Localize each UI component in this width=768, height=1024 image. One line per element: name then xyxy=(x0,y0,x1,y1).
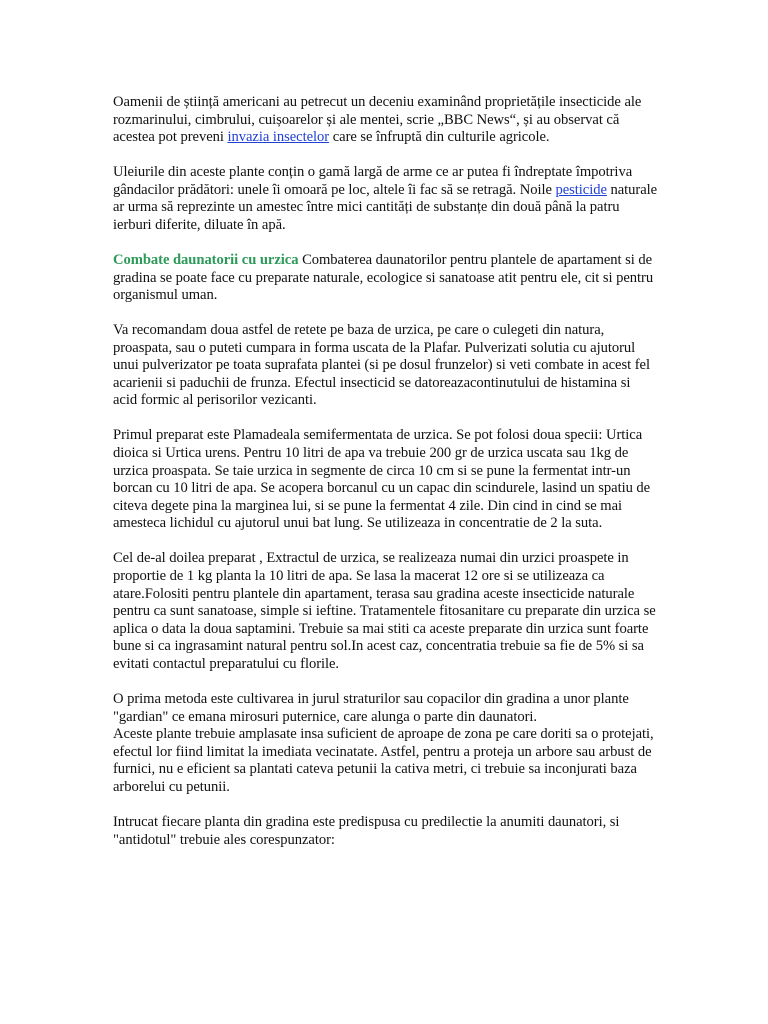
paragraph-oils xyxy=(113,164,658,234)
paragraph-recipes: Va recomandam doua astfel de retete pe baza de urzica, pe care o culegeti din natura, proaspata, sau o puteti cumpara in forma uscata de la Plafar. Pulverizati solutia cu ajutorul unui pulverizator pe toata suprafata plantei (si pe dosul frunzelor) si veti combate in acest fel acarienii si paduchii de frunza. Efectul insecticid se datoreazacontinutului de histamina si acid formic al perisorilor vezicanti. xyxy=(113,322,650,409)
paragraph-oils-text-end: naturale ar urma să reprezinte un amestec între mici cantități de substanțe din două până la patru ierburi diferite, diluate în apă. xyxy=(113,181,658,233)
paragraph-oils-text: Uleiurile din aceste plante conțin o gamă largă de arme ce ar putea fi îndreptate împotriva gândacilor prădători: unele îi omoară pe loc, altele îi fac să se retragă. Noile xyxy=(113,164,633,198)
section-heading: Combate daunatorii cu urzica xyxy=(113,251,299,268)
guardian-plants-text: O prima metoda este cultivarea in jurul straturilor sau copacilor din gradina a unor plante "gardian" ce emana mirosuri puternice, care alunga o parte din daunatori. xyxy=(113,690,629,725)
paragraph-second-preparation: Cel de-al doilea preparat , Extractul de urzica, se realizeaza numai din urzici proaspete in proportie de 1 kg planta la 10 litri de apa. Se lasa la macerat 12 ore si se utilizeaza ca atare.Folositi pentru plantele din apartament, terasa sau gradina aceste insecticide naturale pentru ca sunt sanatoase, simple si ieftine. Tratamentele fitosanitare cu preparate din urzica se aplica o data la doua saptamini. Trebuie sa mai stiti ca aceste preparate din urzica sunt foarte bune si ca ingrasamint natural pentru sol.In acest caz, concentratia trebuie sa fie de 5% si sa evitati contactul preparatului cu florile. xyxy=(113,550,656,672)
paragraph-nettle-intro xyxy=(113,252,658,305)
paragraph-antidote: Intrucat fiecare planta din gradina este predispusa cu predilectie la anumiti daunatori, si "antidotul" trebuie ales corespunzator: xyxy=(113,813,620,848)
insect-invasion-link[interactable]: invazia insectelor xyxy=(227,129,330,146)
paragraph-intro-text-end: care se înfruptă din culturile agricole. xyxy=(329,129,550,146)
pesticides-link[interactable]: pesticide xyxy=(555,181,607,198)
document-body xyxy=(113,94,658,867)
placement-text: Aceste plante trebuie amplasate insa suficient de aproape de zona pe care doriti sa o protejati, efectul lor fiind limitat la imediata vecinatate. Astfel, pentru a proteja un arbore sau arbust de furnici, nu e eficient sa plantati cateva petunii la cativa metri, ci trebuie sa inconjurati baza arborelui cu petunii. xyxy=(113,726,654,795)
paragraph-intro xyxy=(113,94,658,147)
paragraph-nettle-intro-text: Combaterea daunatorilor pentru plantele de apartament si de gradina se poate face cu preparate naturale, ecologice si sanatoase atit pentru ele, cit si pentru organismul uman. xyxy=(113,251,654,304)
paragraph-guardian-plants xyxy=(113,691,658,797)
paragraph-intro-text: Oamenii de știință americani au petrecut un deceniu examinând proprietățile insecticide ale rozmarinului, cimbrului, cuișoarelor și ale mentei, scrie „BBC News“, și au observat că acestea pot preveni xyxy=(113,94,642,146)
paragraph-first-preparation: Primul preparat este Plamadeala semifermentata de urzica. Se pot folosi doua specii: Urtica dioica si Urtica urens. Pentru 10 litri de apa va trebuie 200 gr de urzica uscata sau 1kg de urzica proaspata. Se taie urzica in segmente de circa 10 cm si se pune la fermentat intr-un borcan cu 10 litri de apa. Se acopera borcanul cu un capac din scindurele, lasind un spatiu de citeva degete pina la marginea lui, si se pune la fermentat 4 zile. Din cind in cind se mai amesteca lichidul cu ajutorul unui bat lung. Se utilizeaza in concentratie de 2 la suta. xyxy=(113,427,651,532)
